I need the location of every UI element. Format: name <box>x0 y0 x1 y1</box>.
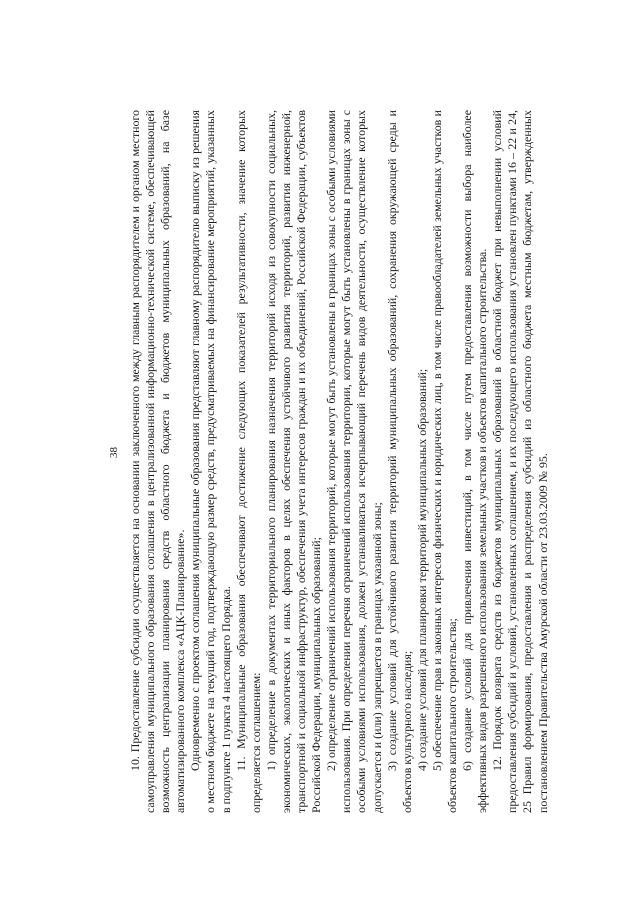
paragraph-10: 10. Предоставление субсидии осуществляется на основании заключенного между главным распорядителем и органом местного самоуправления муниципального образования соглашения в централизованной информационно-технической системе, обеспечивающей возможность централизации планирования средств областного бюджета и бюджетов муниципальных образований, на базе автоматизированного комплекса «АЦК-Планирование». <box>128 110 188 813</box>
document-body <box>128 110 551 813</box>
page-number: 38 <box>108 447 120 458</box>
list-item-1: 1) определение в документах территориального планирования назначения территорий исходя из совокупности социальных, экономических, экологических и иных факторов в целях обеспечения устойчивого развития территорий, развития инженерной, транспортной и социальной инфраструктур, обеспечения учета интересов граждан и их объединений, Российской Федерации, субъектов Российской Федерации, муниципальных образований; <box>263 110 324 813</box>
list-item-2: 2) определение ограничений использования территорий, которые могут быть установлены в границах зоны с особыми условиями использования. При определении перечня ограничений использования территории, которые могут быть установлены в границах зоны с особыми условиями использования, должен устанавливаться исчерпывающий перечень видов деятельности, осуществление которых допускается и (или) запрещается в границах указанной зоны; <box>324 110 384 813</box>
paragraph-12: 12. Порядок возврата средств из бюджетов муниципальных образований в областной бюджет при невыполнении условий предоставления субсидий и условий, установленных соглашением, и их последующего использования установлен пунктами 16 – 22 и 24, 25 Правил формирования, предоставления и распределения субсидий из областного бюджета местным бюджетам, утвержденных постановлением Правительства Амурской области от 23.03.2009 № 95. <box>490 110 550 813</box>
paragraph-10-continued: Одновременно с проектом соглашения муниципальные образования представляют главному распорядителю выписку из решения о местном бюджете на текущий год, подтверждающую размер средств, предусматриваемых на финансирование мероприятий, указанных в подпункте 1 пункта 4 настоящего Порядка. <box>188 110 233 813</box>
list-item-3: 3) создание условий для устойчивого развития территорий муниципальных образований, сохранения окружающей среды и объектов культурного наследия; <box>384 110 414 813</box>
paragraph-11: 11. Муниципальные образования обеспечивают достижение следующих показателей результативности, значение которых определяется соглашением: <box>233 110 263 813</box>
list-item-6: 6) создание условий для привлечения инвестиций, в том числе путем предоставления возможности выбора наиболее эффективных видов разрешенного использования земельных участков и объектов капитального строительства. <box>460 110 490 813</box>
list-item-4: 4) создание условий для планировки территорий муниципальных образований; <box>414 368 429 771</box>
list-item-5: 5) обеспечение прав и законных интересов физических и юридических лиц, в том числе правообладателей земельных участков и объектов капитального строительства; <box>429 110 459 813</box>
